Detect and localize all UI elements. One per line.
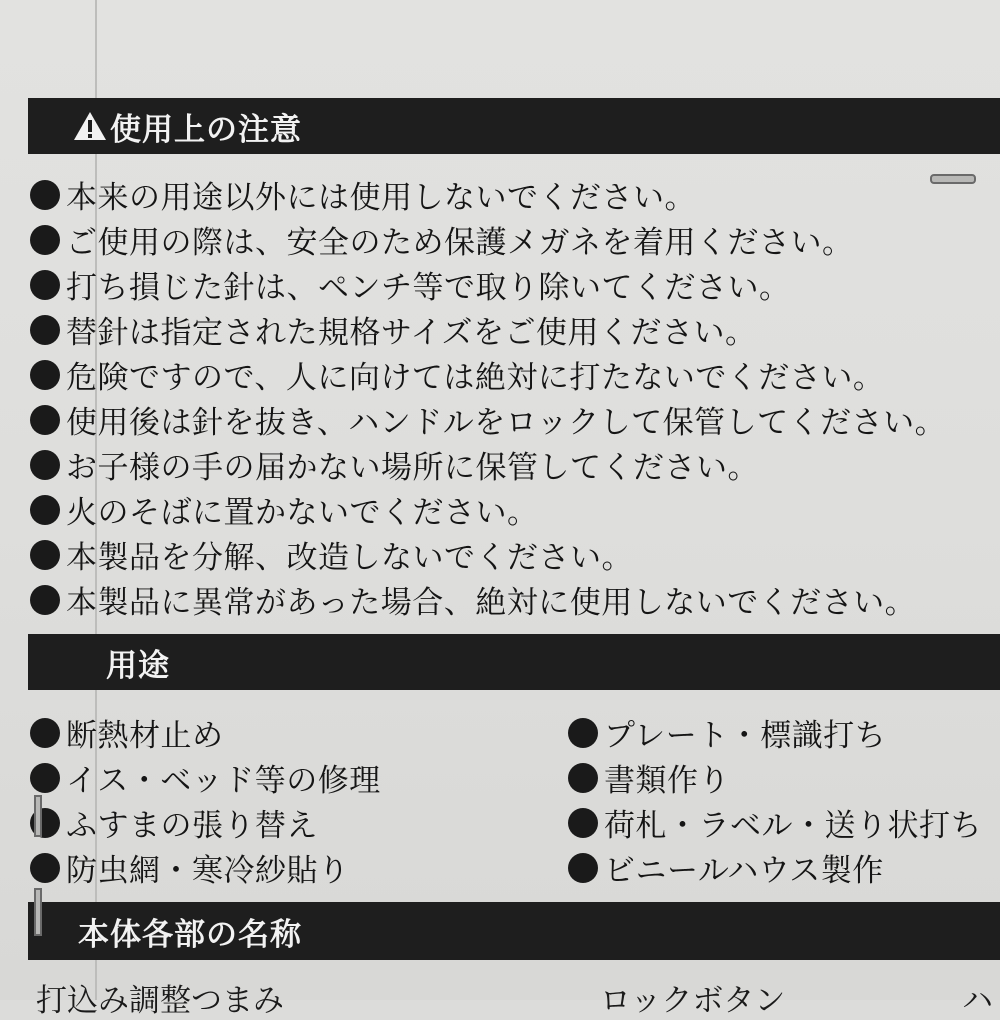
staple [34, 795, 42, 837]
bullet-icon [30, 540, 60, 570]
uses-header [28, 634, 1000, 690]
list-item: 本製品に異常があった場合、絶対に使用しないでください。 [30, 577, 946, 622]
bullet-icon [568, 853, 598, 883]
list-item: ふすまの張り替え [30, 800, 381, 845]
bullet-icon [30, 225, 60, 255]
bullet-icon [30, 495, 60, 525]
cautions-header [28, 98, 1000, 154]
staple [34, 888, 42, 936]
list-item: 替針は指定された規格サイズをご使用ください。 [30, 307, 946, 352]
uses-list-right [568, 710, 982, 890]
part-label: 打込み調整つまみ [36, 983, 284, 1019]
bullet-icon [30, 718, 60, 748]
list-item: ビニールハウス製作 [568, 845, 982, 890]
list-item: 使用後は針を抜き、ハンドルをロックして保管してください。 [30, 397, 946, 442]
list-item: 本来の用途以外には使用しないでください。 [30, 172, 946, 217]
bullet-icon [30, 763, 60, 793]
bullet-icon [568, 808, 598, 838]
list-item: 書類作り [568, 755, 982, 800]
bullet-icon [568, 718, 598, 748]
bullet-icon [30, 180, 60, 210]
list-item: 防虫網・寒冷紗貼り [30, 845, 381, 890]
uses-title: 用途 [106, 647, 170, 684]
list-item: 火のそばに置かないでください。 [30, 487, 946, 532]
part-label: ロックボタン [600, 983, 786, 1019]
list-item: プレート・標識打ち [568, 710, 982, 755]
list-item: 危険ですので、人に向けては絶対に打たないでください。 [30, 352, 946, 397]
parts-title: 本体各部の名称 [78, 916, 302, 953]
staple [930, 174, 976, 184]
bullet-icon [30, 585, 60, 615]
list-item: お子様の手の届かない場所に保管してください。 [30, 442, 946, 487]
bullet-icon [30, 360, 60, 390]
bullet-icon [30, 405, 60, 435]
list-item: 打ち損じた針は、ペンチ等で取り除いてください。 [30, 262, 946, 307]
warning-triangle-icon [72, 110, 108, 142]
bullet-icon [30, 853, 60, 883]
bullet-icon [30, 450, 60, 480]
list-item: 本製品を分解、改造しないでください。 [30, 532, 946, 577]
cautions-title: 使用上の注意 [110, 111, 302, 148]
bullet-icon [30, 270, 60, 300]
list-item: ご使用の際は、安全のため保護メガネを着用ください。 [30, 217, 946, 262]
list-item: 断熱材止め [30, 710, 381, 755]
cautions-list [30, 172, 946, 622]
parts-header [28, 902, 1000, 960]
part-label: ハ [962, 983, 993, 1019]
list-item: イス・ベッド等の修理 [30, 755, 381, 800]
bullet-icon [568, 763, 598, 793]
list-item: 荷札・ラベル・送り状打ち [568, 800, 982, 845]
bullet-icon [30, 315, 60, 345]
uses-list-left [30, 710, 381, 890]
